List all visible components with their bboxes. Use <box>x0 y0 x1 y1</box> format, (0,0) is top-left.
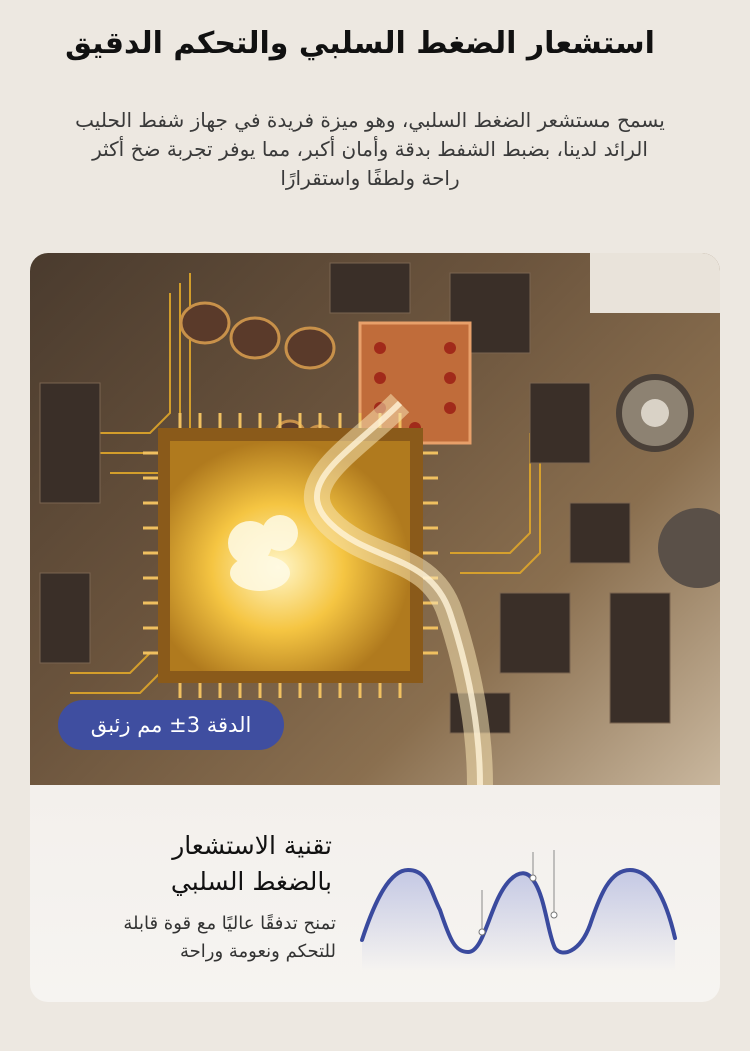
page-title: استشعار الضغط السلبي والتحكم الدقيق <box>65 26 655 61</box>
wave-marker-dot <box>551 912 557 918</box>
feature-title-line1: تقنية الاستشعار <box>172 831 332 860</box>
intro-paragraph: يسمح مستشعر الضغط السلبي، وهو ميزة فريدة في جهاز شفط الحليب الرائد لدينا، بضبط الشفط بدقة وأمان أكبر، مما يوفر تجربة ضخ أكثر راحة ولطفًا واستقرارًا <box>75 108 665 190</box>
pressure-wave-graphic <box>350 840 690 970</box>
feature-title <box>100 828 332 900</box>
wave-marker-dot <box>530 875 536 881</box>
accuracy-badge: الدقة 3± مم زئبق <box>58 700 284 750</box>
feature-description <box>60 910 336 966</box>
wave-fill <box>362 870 675 970</box>
feature-desc-line1: تمنح تدفقًا عاليًا مع قوة قابلة <box>123 913 336 934</box>
feature-desc-line2: للتحكم ونعومة وراحة <box>180 941 336 962</box>
wave-marker-dot <box>479 929 485 935</box>
feature-title-line2: بالضغط السلبي <box>170 867 332 896</box>
